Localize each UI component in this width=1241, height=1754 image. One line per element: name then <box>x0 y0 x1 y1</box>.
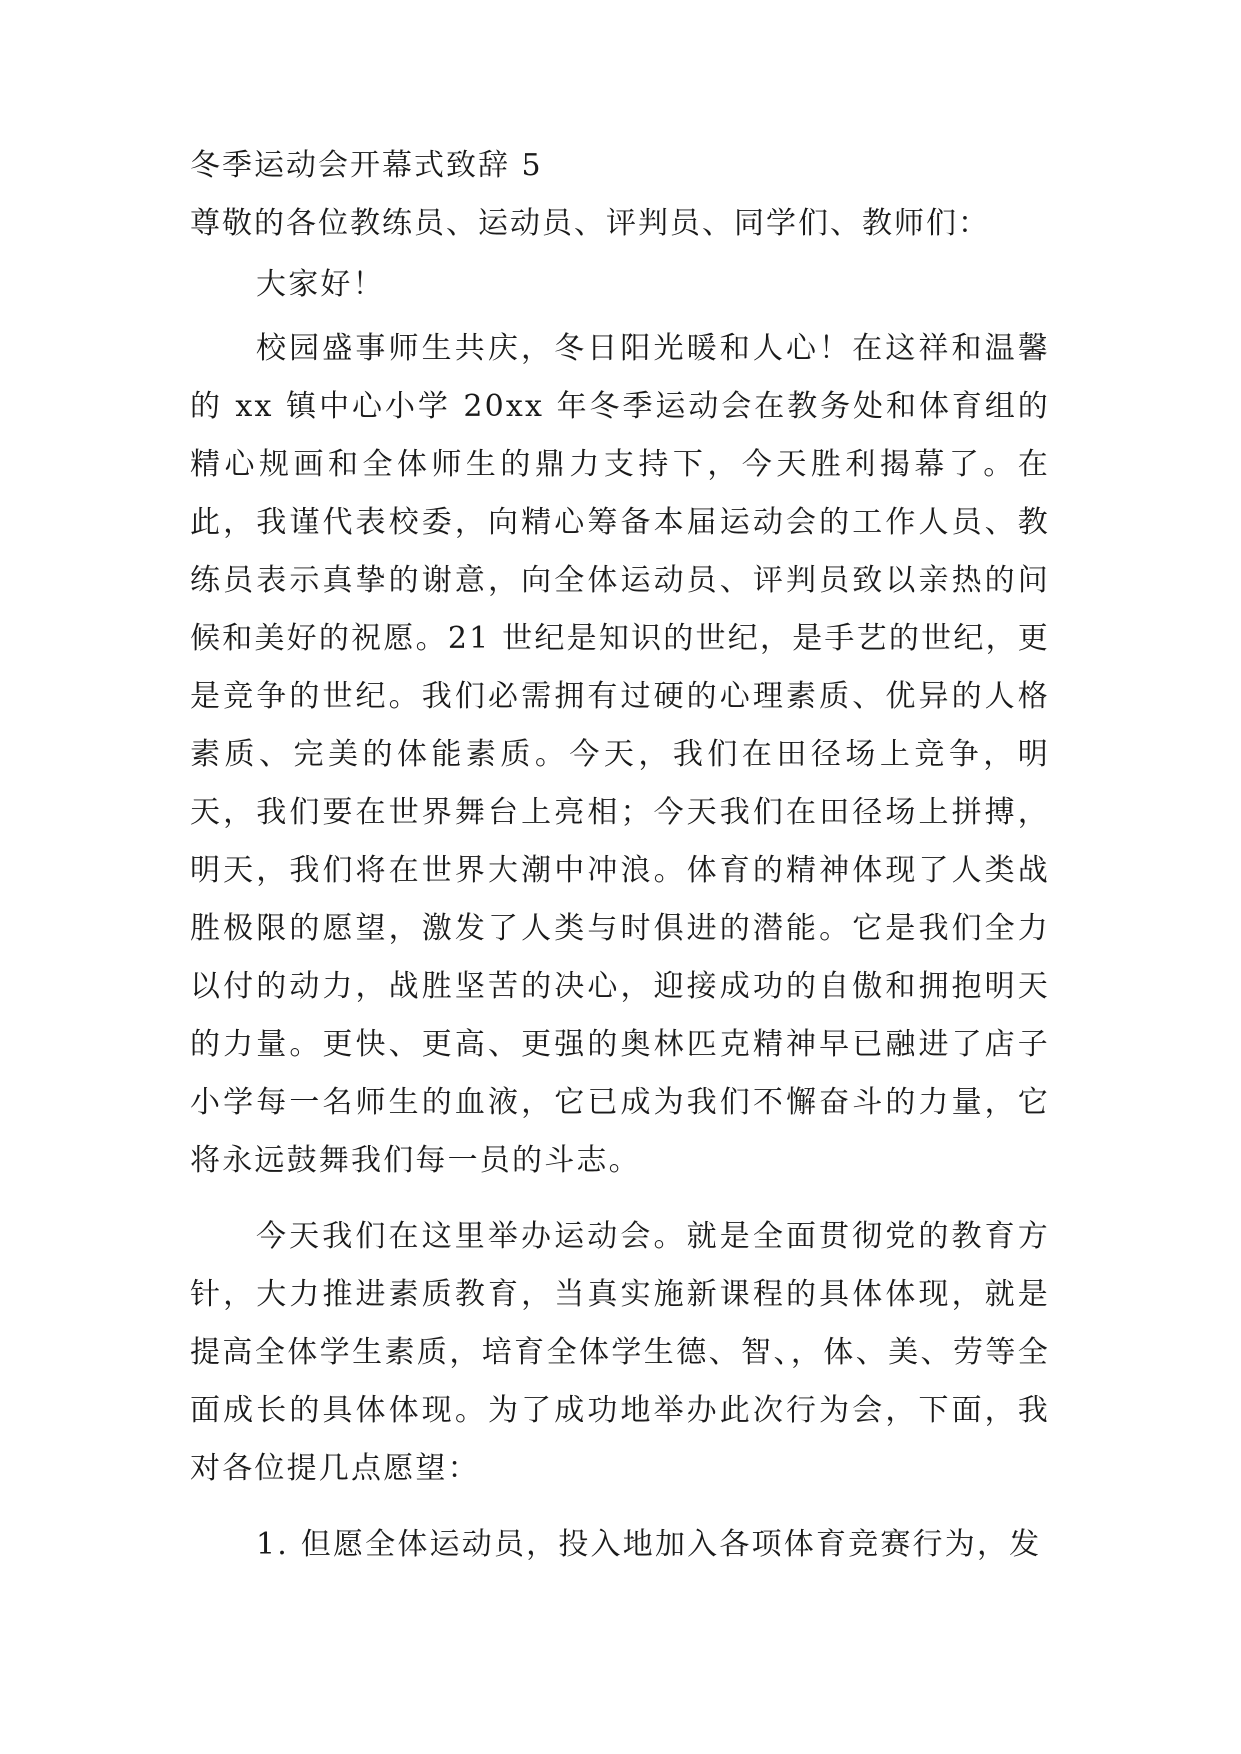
body-paragraph-2: 今天我们在这里举办运动会。就是全面贯彻党的教育方针，大力推进素质教育，当真实施新课程的具体体现，就是提高全体学生素质，培育全体学生德、智、，体、美、劳等全面成长的具体体现。为了成功地举办此次行为会，下面，我对各位提几点愿望： <box>190 1219 1050 1486</box>
salutation-line: 尊敬的各位教练员、运动员、评判员、同学们、教师们： <box>190 206 990 241</box>
body-paragraph-3: 1. 但愿全体运动员，投入地加入各项体育竞赛行为，发 <box>256 1527 1042 1562</box>
document-body <box>190 138 1050 1574</box>
body-paragraph-1: 校园盛事师生共庆，冬日阳光暖和人心！在这祥和温馨的 xx 镇中心小学 20xx 年冬季运动会在教务处和体育组的精心规画和全体师生的鼎力支持下，今天胜利揭幕了。在此，我谨代表校委，向精心筹备本届运动会的工作人员、教练员表示真挚的谢意，向全体运动员、评判员致以亲热的问候和美好的祝愿。21 世纪是知识的世纪，是手艺的世纪，更是竞争的世纪。我们必需拥有过硬的心理素质、优异的人格素质、完美的体能素质。今天，我们在田径场上竞争，明天，我们要在世界舞台上亮相；今天我们在田径场上拼搏，明天，我们将在世界大潮中冲浪。体育的精神体现了人类战胜极限的愿望，激发了人类与时俱进的潜能。它是我们全力以付的动力，战胜坚苦的决心，迎接成功的自傲和拥抱明天的力量。更快、更高、更强的奥林匹克精神早已融进了店子小学每一名师生的血液，它已成为我们不懈奋斗的力量，它将永远鼓舞我们每一员的斗志。 <box>190 331 1050 1178</box>
document-title: 冬季运动会开幕式致辞 5 <box>190 148 543 183</box>
greeting-line: 大家好！ <box>256 267 385 302</box>
